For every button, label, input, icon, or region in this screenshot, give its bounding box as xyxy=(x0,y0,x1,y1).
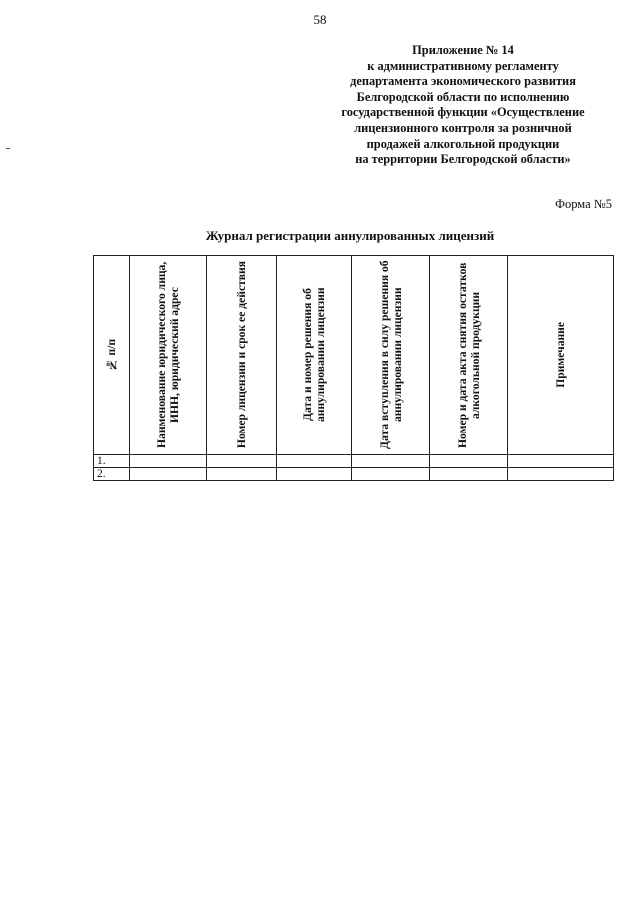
table-cell xyxy=(207,455,277,468)
table-cell-number: 2. xyxy=(94,468,130,481)
header-number xyxy=(94,256,130,455)
form-label: Форма №5 xyxy=(555,197,612,211)
page-number: 58 xyxy=(313,12,327,27)
appendix-line: к административному регламенту xyxy=(367,58,559,73)
header-entity xyxy=(130,256,207,455)
appendix-line: на территории Белгородской области» xyxy=(355,152,571,167)
header-act-text: Номер и дата акта снятия остатков алкогольной продукции xyxy=(455,262,482,448)
appendix-line: Белгородской области по исполнению xyxy=(356,89,570,104)
table-cell xyxy=(352,468,430,481)
header-act xyxy=(430,256,508,455)
table-cell xyxy=(130,468,207,481)
header-number-text: № п/п xyxy=(105,338,118,372)
header-decision xyxy=(277,256,352,455)
appendix-line: департамента экономического развития xyxy=(350,74,576,89)
table-cell xyxy=(508,468,614,481)
table-row xyxy=(94,455,614,468)
table-cell xyxy=(430,468,508,481)
table-cell xyxy=(430,455,508,468)
header-note-text: Примечание xyxy=(554,322,567,388)
header-note xyxy=(508,256,614,455)
header-entity-text: Наименование юридического лица, ИНН, юридический адрес xyxy=(155,261,181,449)
appendix-line: Приложение № 14 xyxy=(412,43,514,57)
table-cell xyxy=(207,468,277,481)
appendix-line: государственной функции «Осуществление xyxy=(341,105,585,120)
table-header-row xyxy=(94,256,614,455)
table-cell-number: 1. xyxy=(94,455,130,468)
table-cell xyxy=(277,468,352,481)
appendix-line: лицензионного контроля за розничной xyxy=(354,120,572,135)
appendix-line: продажей алкогольной продукции xyxy=(366,136,560,151)
header-decision-text: Дата и номер решения об аннулировании лицензии xyxy=(301,287,327,423)
journal-table xyxy=(93,255,614,481)
header-effective-date xyxy=(352,256,430,455)
journal-title: Журнал регистрации аннулированных лицензий xyxy=(205,228,495,243)
table-cell xyxy=(508,455,614,468)
table-cell xyxy=(352,455,430,468)
margin-mark xyxy=(6,148,10,149)
header-license xyxy=(207,256,277,455)
header-license-text: Номер лицензии и срок ее действия xyxy=(235,261,248,449)
table-row xyxy=(94,468,614,481)
table-cell xyxy=(130,455,207,468)
table-cell xyxy=(277,455,352,468)
appendix-heading xyxy=(318,43,608,168)
header-effective-date-text: Дата вступления в силу решения об аннулировании лицензии xyxy=(377,260,404,450)
